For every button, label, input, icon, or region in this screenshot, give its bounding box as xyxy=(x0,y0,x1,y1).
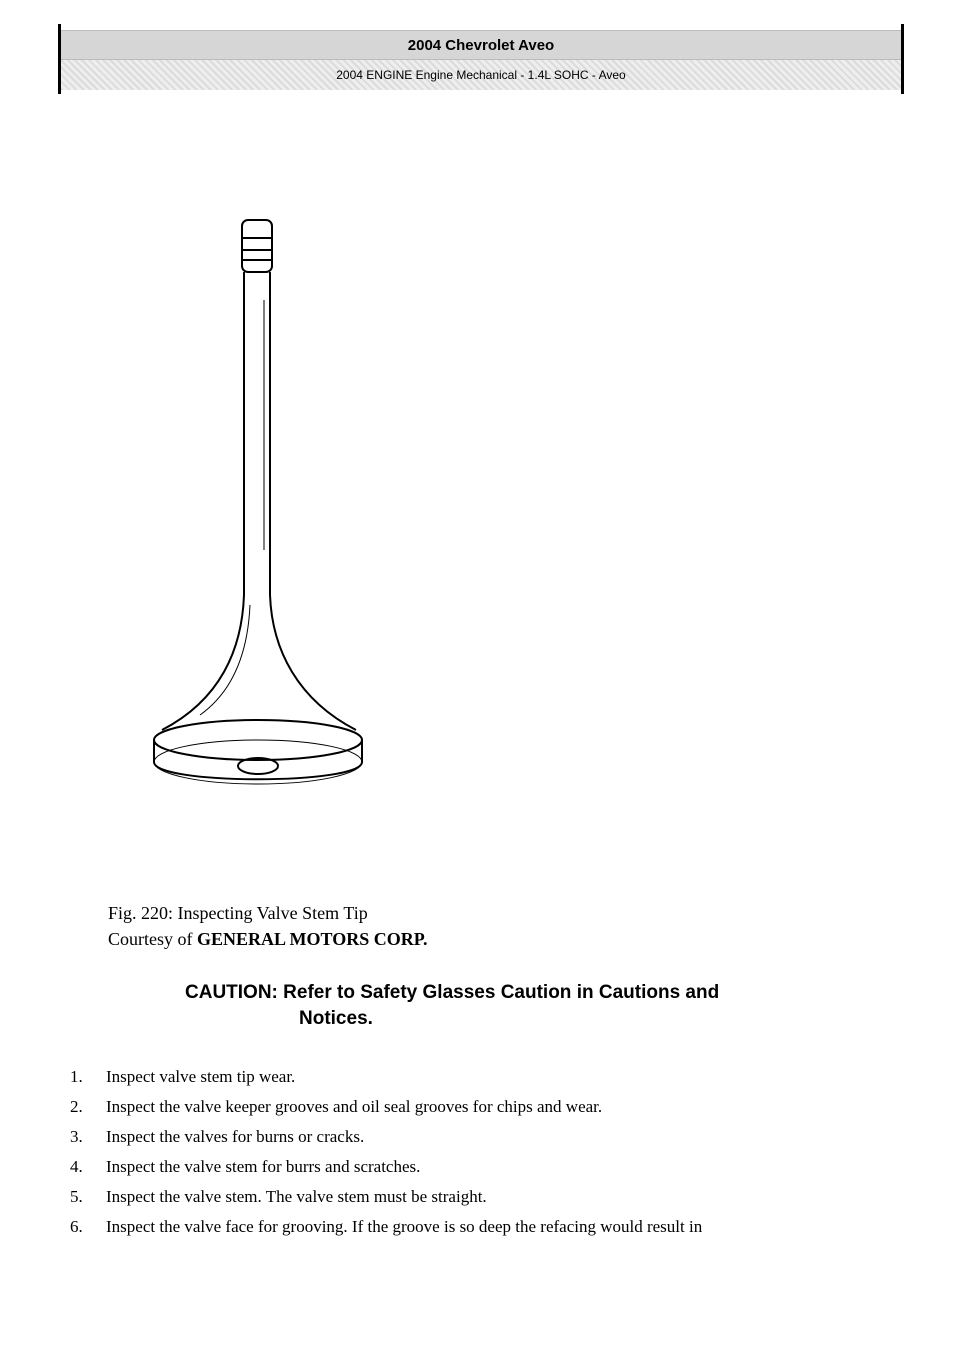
figure-caption xyxy=(108,900,428,952)
document-subtitle: 2004 ENGINE Engine Mechanical - 1.4L SOHC - Aveo xyxy=(61,60,901,90)
document-header xyxy=(58,24,904,94)
caution-line-1: CAUTION: Refer to Safety Glasses Caution in Cautions and xyxy=(185,982,720,1003)
courtesy-org: GENERAL MOTORS CORP. xyxy=(197,929,428,949)
valve-stem-tip xyxy=(242,220,272,272)
list-item: 1. Inspect valve stem tip wear. xyxy=(70,1067,296,1086)
valve-stem-illustration xyxy=(140,210,380,810)
caution-line-2: Notices. xyxy=(299,1008,373,1029)
caution-note xyxy=(185,980,845,1032)
valve-neck-right xyxy=(270,595,356,730)
list-item: 6. Inspect the valve face for grooving. If the groove is so deep the refacing would result in xyxy=(70,1217,703,1236)
list-item: 2. Inspect the valve keeper grooves and oil seal grooves for chips and wear. xyxy=(70,1097,603,1116)
list-item: 3. Inspect the valves for burns or cracks. xyxy=(70,1127,365,1146)
list-item: 5. Inspect the valve stem. The valve stem must be straight. xyxy=(70,1187,487,1206)
inspection-steps xyxy=(70,1062,930,1242)
figure-title: Fig. 220: Inspecting Valve Stem Tip xyxy=(108,903,368,923)
figure-courtesy: Courtesy of GENERAL MOTORS CORP. xyxy=(108,929,428,949)
document-title: 2004 Chevrolet Aveo xyxy=(61,30,901,60)
list-item: 4. Inspect the valve stem for burrs and scratches. xyxy=(70,1157,421,1176)
valve-face xyxy=(154,762,362,779)
valve-neck-left xyxy=(162,595,244,730)
